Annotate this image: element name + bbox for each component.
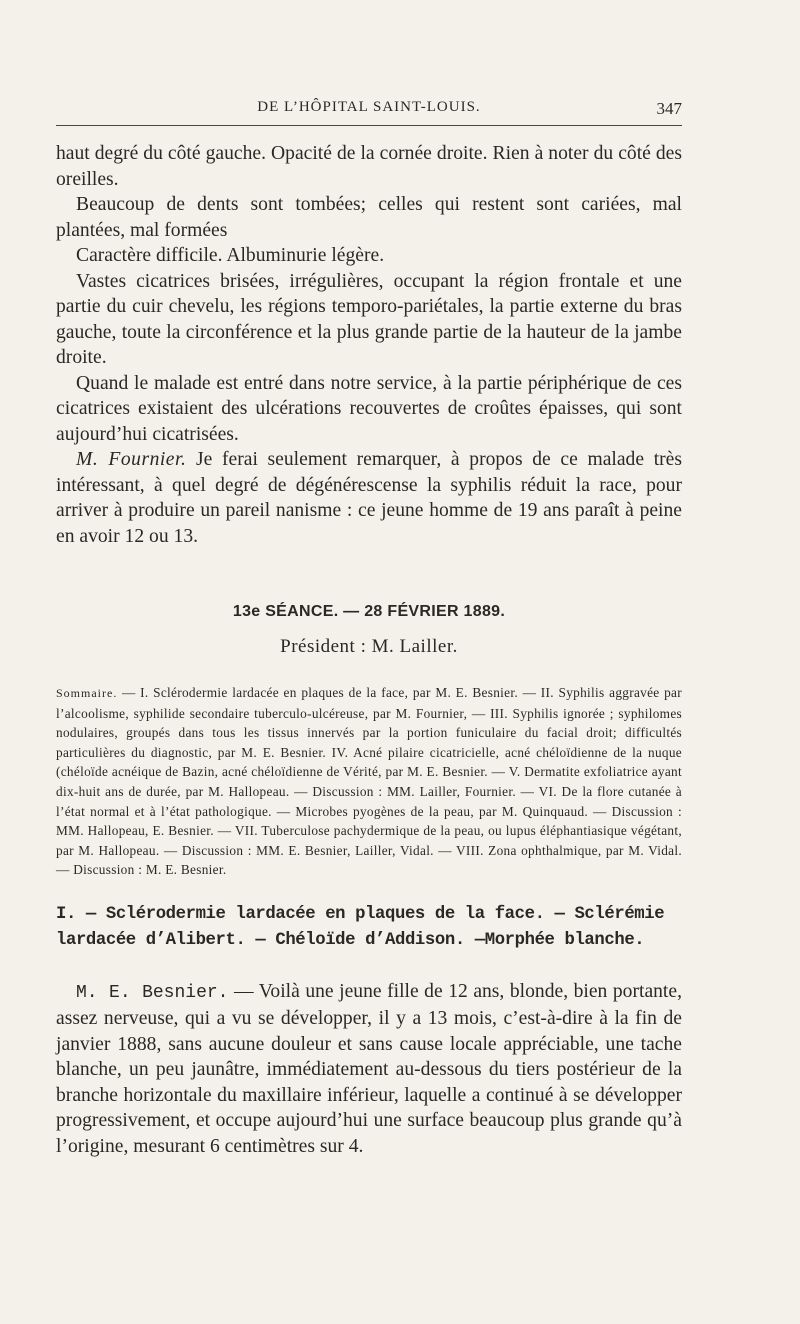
paragraph-character: Caractère difficile. Albuminurie légère. <box>76 245 385 266</box>
paragraph-teeth: Beaucoup de dents sont tombées; celles qui restent sont cariées, mal plantées, mal formées <box>56 194 682 241</box>
page-body <box>56 141 682 1159</box>
paragraph-eye-ears: haut degré du côté gauche. Opacité de la cornée droite. Rien à noter du côté des oreilles. <box>56 143 682 190</box>
paragraph-ulcerations: Quand le malade est entré dans notre service, à la partie périphérique de ces cicatrices existaient des ulcérations recouvertes de croûtes épaisses, qui sont aujourd’hui cicatrisées. <box>56 372 682 445</box>
speaker-fournier: M. Fournier. <box>76 449 187 470</box>
sommaire-block <box>56 683 682 880</box>
paragraph-besnier <box>56 979 682 1160</box>
running-title: DE L’HÔPITAL SAINT-LOUIS. <box>257 99 481 115</box>
paragraph-fournier <box>56 447 682 549</box>
fournier-remark: Je ferai seulement remarquer, à propos de ce malade très intéressant, à quel degré de dégénérescense la syphilis réduit la race, pour arriver à produire un pareil nanisme : ce jeune homme de 19 ans paraît à peine en avoir 12 ou 13. <box>56 449 682 547</box>
page-header <box>56 99 682 126</box>
sommaire-text: — I. Sclérodermie lardacée en plaques de la face, par M. E. Besnier. — II. Syphilis aggravée par l’alcoolisme, syphilide secondaire tuberculo-ulcéreuse, par M. Fournier, — III. Syphilis ignorée ; syphilomes nodulaires, groupés dans tous les tissus innervés par la portion funiculaire du facial droit; difficultés particulières du diagnostic, par M. E. Besnier. IV. Acné pilaire cicatricielle, acné chéloïdienne de la nuque (chéloïde acnéique de Bazin, acné chéloïdienne de Vérité, par M. E. Besnier. — V. Dermatite exfoliatrice ayant dix-huit ans de durée, par M. Hallopeau. — Discussion : MM. Lailler, Fournier. — VI. De la flore cutanée à l’état normal et à l’état pathologique. — Microbes pyogènes de la peau, par M. Quinquaud. — Discussion : MM. Hallopeau, E. Besnier. — VII. Tuberculose pachydermique de la peau, ou lupus éléphantiasique végétant, par M. Hallopeau. — Discussion : MM. E. Besnier, Lailler, Vidal. — VIII. Zona ophthalmique, par M. Vidal. — Discussion : M. E. Besnier. <box>56 685 682 878</box>
section-title: I. — Sclérodermie lardacée en plaques de la face. — Sclérémie lardacée d’Alibert. — Chéloïde d’Addison. —Morphée blanche. <box>56 904 665 950</box>
sommaire-label: Sommaire. <box>56 686 118 700</box>
seance-heading: 13e SÉANCE. — 28 FÉVRIER 1889. <box>232 603 506 620</box>
president-line: Président : M. Lailler. <box>280 636 458 657</box>
paragraph-scars: Vastes cicatrices brisées, irrégulières, occupant la région frontale et une partie du cuir chevelu, les régions temporo-pariétales, la partie externe du bras gauche, toute la circonférence et la plus grande partie de la hauteur de la jambe droite. <box>56 270 682 368</box>
speaker-besnier: M. E. Besnier. <box>76 982 229 1003</box>
page-number: 347 <box>656 99 682 118</box>
besnier-text: — Voilà une jeune fille de 12 ans, blonde, bien portante, assez nerveuse, qui a vu se développer, il y a 13 mois, c’est-à-dire à la fin de janvier 1888, sans aucune douleur et sans cause locale appréciable, une tache blanche, un peu jaunâtre, immédiatement au-dessous du tiers postérieur de la branche horizontale du maxillaire inférieur, laquelle a continué à se développer progressivement, et occupe aujourd’hui une surface beaucoup plus grande qu’à l’origine, mesurant 6 centimètres sur 4. <box>56 980 682 1157</box>
